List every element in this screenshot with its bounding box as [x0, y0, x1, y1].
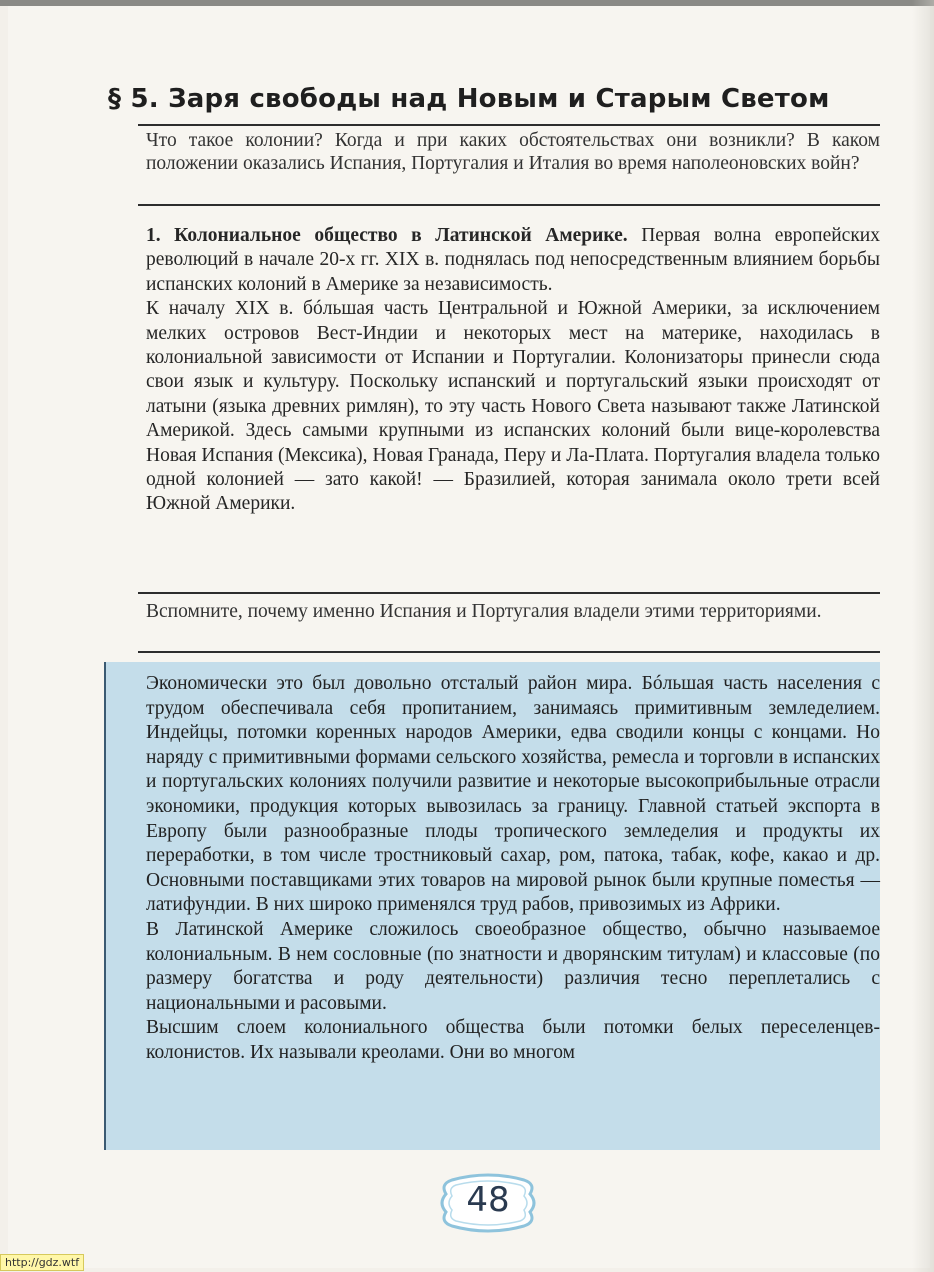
rule-top	[138, 124, 880, 126]
highlight-paragraph: В Латинской Америке сложилось своеобразное общество, обычно называемое колониальным. В нем сословные (по знатности и дворянским титулам) и классовые (по размеру богатства и роду деятельности) различия тесно переплетались с национальными и расовыми.	[146, 918, 880, 1014]
rule-recall-bottom	[138, 651, 880, 653]
second-paragraph: К началу XIX в. бóльшая часть Центральной и Южной Америки, за исключением мелких островов Вест-Индии и некоторых мест на материке, находилась в колониальной зависимости от Испании и Португалии. Колонизаторы принесли сюда свои язык и культуру. Поскольку испанский и португальский языки происходят от латыни (языка древних римлян), то эту часть Нового Света называют также Латинской Америкой. Здесь самыми крупными из испанских колоний были вице-королевства Новая Испания (Мексика), Новая Гранада, Перу и Ла-Плата. Португалия владела только одной колонией — зато какой! — Бразилией, которая занимала около трети всей Южной Америки.	[146, 298, 880, 515]
watermark-link[interactable]: http://gdz.wtf	[0, 1254, 84, 1271]
recall-question: Вспомните, почему именно Испания и Португалия владели этими территориями.	[146, 601, 822, 622]
rule-bottom	[138, 204, 880, 206]
subsection-heading: 1. Колониальное общество в Латинской Америке.	[146, 225, 628, 246]
intro-questions: Что такое колонии? Когда и при каких обстоятельствах они возникли? В каком положении оказались Испания, Португалия и Италия во время наполеоновских войн?	[146, 130, 880, 174]
highlight-text	[146, 672, 880, 1066]
highlight-paragraph: Высшим слоем колониального общества были потомки белых переселенцев-колонистов. Их называли креолами. Они во многом	[146, 1017, 880, 1063]
page-number: 48	[466, 1180, 510, 1220]
section-body	[146, 224, 880, 517]
section-title: § 5. Заря свободы над Новым и Старым Светом	[108, 84, 830, 114]
page-shadow	[912, 0, 934, 1272]
subsection-lead-text: Первая волна европейских революций в начале 20-х гг. XIX в. поднялась под непосредственным влиянием борьбы испанских колоний в Америке за независимость.	[146, 225, 880, 295]
first-paragraph	[146, 224, 880, 297]
rule-recall-top	[138, 592, 880, 594]
highlight-paragraph: Экономически это был довольно отсталый район мира. Бóльшая часть населения с трудом обеспечивала себя пропитанием, занимаясь примитивным земледелием. Индейцы, потомки коренных народов Америки, едва сводили концы с концами. Но наряду с примитивными формами сельского хозяйства, ремесла и торговли в испанских и португальских колониях получили развитие и некоторые высокоприбыльные отрасли экономики, продукция которых вывозилась за границу. Главной статьей экспорта в Европу были разнообразные плоды тропического земледелия и продукты их переработки, в том числе тростниковый сахар, ром, патока, табак, кофе, какао и др. Основными поставщиками этих товаров на мировой рынок были крупные поместья — латифундии. В них широко применялся труд рабов, привозимых из Африки.	[146, 673, 880, 916]
